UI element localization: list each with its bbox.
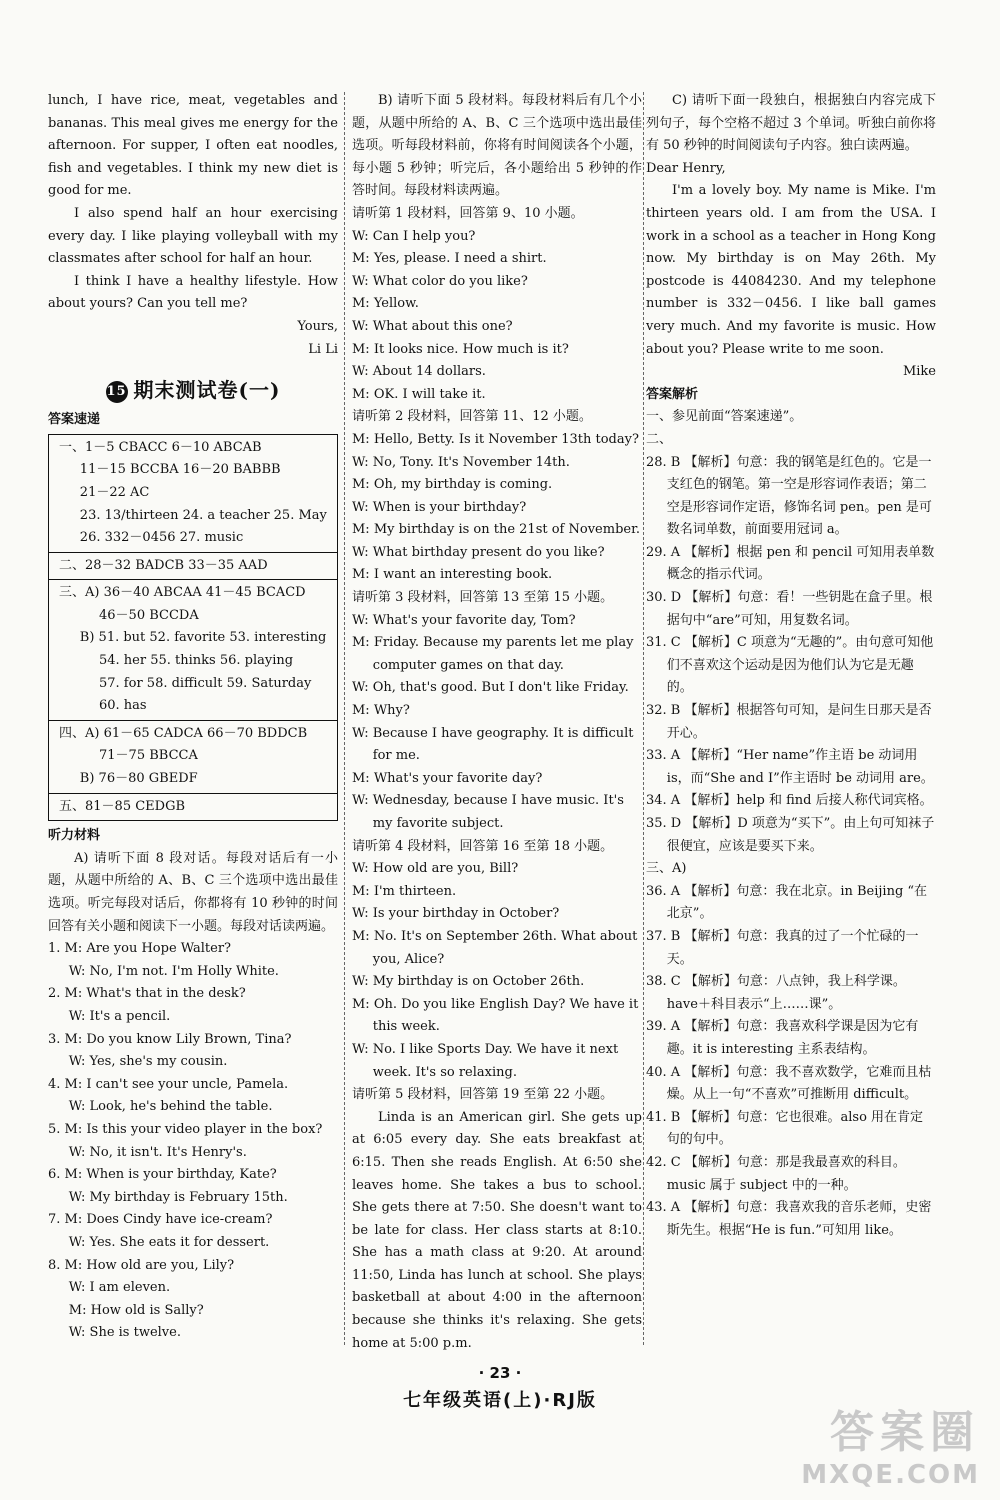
analysis-heading: 答案解析: [646, 386, 699, 402]
essay-paragraph: I also spend half an hour exercising every day. I like playing volleyball with my classmates after school for half an hour.: [48, 205, 338, 267]
analysis-item: 38. C 【解析】句意：八点钟，我上科学课。have＋科目表示“上……课”。: [646, 974, 906, 1012]
dialogue-line: W: My birthday is February 15th.: [68, 1189, 288, 1205]
listening-intro: A) 请听下面 8 段对话。每段对话后有一小题，从题中所给的 A、B、C 三个选项中选出最佳选项。听完每段对话后，你都将有 10 秒钟的时间回答有关小题和阅读下一小题。每段对话读两遍。: [48, 850, 338, 934]
listening-intro-c: C) 请听下面一段独白，根据独白内容完成下列句子，每个空格不超过 3 个单词。听独白前你将有 50 秒钟的时间阅读句子内容。独白读两遍。: [646, 93, 936, 154]
dialogue-line: W: Look, he's behind the table.: [68, 1099, 273, 1115]
watermark-url: MXQE.COM: [801, 1460, 980, 1490]
analysis-item: 41. B 【解析】句意：它也很难。also 用在肯定句的句中。: [646, 1109, 924, 1148]
dialogue-line: W: I am eleven.: [68, 1280, 171, 1296]
unit-number-badge: 15: [106, 381, 128, 403]
column-middle: [352, 90, 642, 1355]
answer-line: 21－22 AC: [79, 484, 150, 500]
answer-line: 60. has: [99, 698, 147, 714]
dialogue-line: M: Yellow.: [352, 296, 419, 312]
answer-line: B) 76－80 GBEDF: [79, 771, 198, 787]
dialogue-line: M: I want an interesting book.: [352, 567, 553, 583]
analysis-item: 28. B 【解析】句意：我的钢笔是红色的。它是一支红色的钢笔。第一空是形容词作表语；第二空是形容词作定语，修饰名词 pen。pen 是可数名词单数，前面要用冠词 a。: [646, 454, 932, 538]
dialogue-line: 3. M: Do you know Lily Brown, Tina?: [48, 1031, 292, 1047]
answer-line: 四、A) 61－65 CADCA 66－70 BDDCB: [59, 725, 308, 741]
dialogue-line: W: Is your birthday in October?: [352, 906, 560, 922]
dialogue-line: W: She is twelve.: [68, 1325, 181, 1341]
dialogue-line: M: Why?: [352, 703, 410, 719]
dialogue-line: 4. M: I can't see your uncle, Pamela.: [48, 1076, 289, 1092]
analysis-item: 32. B 【解析】根据答句可知，是问生日那天是否开心。: [646, 703, 932, 741]
analysis-item: 三、A): [646, 861, 687, 877]
dialogue-line: 5. M: Is this your video player in the box?: [48, 1121, 323, 1137]
dialogue-line: W: No, it isn't. It's Henry's.: [68, 1144, 247, 1160]
dialogue-line: W: It's a pencil.: [68, 1008, 171, 1024]
watermark-logo: [801, 1396, 980, 1490]
dialogue-line: W: My birthday is on October 26th.: [352, 974, 585, 990]
dialogue-line: M: Hello, Betty. Is it November 13th today?: [352, 431, 639, 447]
column-divider: [643, 92, 644, 1345]
dialogue-line: W: What about this one?: [352, 318, 513, 334]
answer-line: 26. 332－0456 27. music: [79, 530, 244, 546]
answer-line: 54. her 55. thinks 56. playing: [99, 653, 294, 669]
answer-line: B) 51. but 52. favorite 53. interesting: [79, 630, 327, 646]
dialogue-line: M: Oh, my birthday is coming.: [352, 477, 553, 493]
dialogue-line: W: No, I'm not. I'm Holly White.: [68, 963, 279, 979]
dialogue-list: [352, 203, 642, 1107]
dialogue-line: W: What color do you like?: [352, 273, 528, 289]
dialogue-line: W: Yes, she's my cousin.: [68, 1054, 228, 1070]
watermark-text: 答案圈: [830, 1407, 980, 1458]
essay-paragraph: lunch, I have rice, meat, vegetables and bananas. This meal gives me energy for the afternoon. For supper, I often eat noodles, fish and vegetables. I think my new diet is good for me.: [48, 93, 338, 199]
dialogue-line: M: Yes, please. I need a shirt.: [352, 251, 547, 267]
answer-section-4: [49, 721, 337, 794]
dialogue-line: W: No. I like Sports Day. We have it next week. It's so relaxing.: [352, 1041, 619, 1080]
letter-closing: Yours,: [297, 318, 338, 334]
dialogue-line: 1. M: Are you Hope Walter?: [48, 941, 232, 957]
analysis-item: 42. C 【解析】句意：那是我最喜欢的科目。music 属于 subject 中的一种。: [646, 1154, 906, 1193]
answer-section-5: [49, 794, 337, 821]
dialogue-list: [48, 938, 338, 1345]
dialogue-line: M: I'm thirteen.: [352, 883, 457, 899]
answer-section-3: [49, 580, 337, 721]
dialogue-line: W: When is your birthday?: [352, 499, 527, 515]
column-left: [48, 90, 338, 1345]
listening-intro-b: B) 请听下面 5 段材料。每段材料后有几个小题，从题中所给的 A、B、C 三个选项中选出最佳选项。听每段材料前，你将有时间阅读各个小题，每小题 5 秒钟；听完后，各小题给出 5 秒钟的作答时间。每段材料读两遍。: [352, 93, 642, 199]
answer-line: 三、A) 36－40 ABCAA 41－45 BCACD: [59, 585, 306, 601]
answer-section-2: [49, 553, 337, 581]
answer-line: 46－50 BCCDA: [99, 607, 199, 623]
analysis-item: 33. A 【解析】“Her name”作主语 be 动词用 is，而“She and I”作主语时 be 动词用 are。: [646, 748, 934, 786]
analysis-item: 37. B 【解析】句意：我真的过了一个忙碌的一天。: [646, 928, 919, 967]
answer-line: 71－75 BBCCA: [99, 748, 198, 764]
analysis-item: 40. A 【解析】句意：我不喜欢数学，它难而且枯燥。从上一句“不喜欢”可推断用 difficult。: [646, 1064, 932, 1103]
dialogue-line: W: What's your favorite day, Tom?: [352, 612, 576, 628]
material-instruction: 请听第 4 段材料，回答第 16 至第 18 小题。: [352, 838, 614, 854]
material-instruction: 请听第 3 段材料，回答第 13 至第 15 小题。: [352, 590, 614, 606]
dialogue-line: W: How old are you, Bill?: [352, 861, 519, 877]
dialogue-line: W: About 14 dollars.: [352, 364, 486, 380]
dialogue-line: M: Friday. Because my parents let me play computer games on that day.: [352, 635, 634, 673]
analysis-list: [646, 452, 936, 1243]
dialogue-line: M: My birthday is on the 21st of November.: [352, 522, 641, 538]
listening-story: Linda is an American girl. She gets up at 6:05 every day. She eats breakfast at 6:15. Then she reads English. At 6:50 she leaves home. She takes a bus to school. She gets there at 7:50. She doesn't want to be late for class. Her class starts at 8:10. She has a math class at 9:20. At around 11:50, Linda has lunch at school. She plays basketball at about 4:00 in the afternoon because she thinks it's relaxing. She gets home at 5:00 p.m.: [352, 1109, 642, 1351]
analysis-item: 30. D 【解析】句意：看！一些钥匙在盒子里。根据句中“are”可知，用复数名词。: [646, 590, 933, 628]
analysis-pre: 二、: [646, 431, 673, 447]
analysis-item: 34. A 【解析】help 和 find 后接人称代词宾格。: [646, 793, 933, 809]
analysis-item: 35. D 【解析】D 项意为“买下”。由上句可知袜子很便宜，应该是要买下来。: [646, 816, 935, 854]
material-instruction: 请听第 1 段材料，回答第 9、10 小题。: [352, 205, 584, 221]
book-title: 七年级英语(上)·RJ版: [403, 1390, 597, 1411]
answer-section-1: [49, 435, 337, 553]
dialogue-line: W: Yes. She eats it for dessert.: [68, 1234, 270, 1250]
analysis-item: 31. C 【解析】C 项意为“无趣的”。由句意可知他们不喜欢这个运动是因为他们认为它是无趣的。: [646, 635, 934, 696]
dialogue-line: 8. M: How old are you, Lily?: [48, 1257, 235, 1273]
page-number: · 23 ·: [478, 1364, 522, 1382]
dialogue-line: M: It looks nice. How much is it?: [352, 341, 569, 357]
dialogue-line: W: What birthday present do you like?: [352, 544, 605, 560]
material-instruction: 请听第 5 段材料，回答第 19 至第 22 小题。: [352, 1087, 614, 1103]
dialogue-line: M: What's your favorite day?: [352, 770, 543, 786]
dialogue-line: M: OK. I will take it.: [352, 386, 486, 402]
dialogue-line: W: Can I help you?: [352, 228, 476, 244]
dialogue-line: M: No. It's on September 26th. What about you, Alice?: [352, 928, 638, 967]
answer-key-box: [48, 434, 338, 822]
dialogue-line: M: How old is Sally?: [68, 1302, 204, 1318]
unit-title: [48, 379, 338, 403]
dialogue-line: W: Because I have geography. It is difficult for me.: [352, 725, 634, 764]
letter-signature: Mike: [902, 364, 936, 380]
unit-title-text: 期末测试卷(一): [133, 378, 281, 403]
letter-body: I'm a lovely boy. My name is Mike. I'm thirteen years old. I am from the USA. I work in a school as a teacher in Hong Kong now. My birthday is on May 26th. My postcode is 44084230. And my telephone number is 332－0456. I like ball games very much. And my favorite is music. How about you? Please write to me soon.: [646, 183, 936, 357]
analysis-pre: 一、参见前面“答案速递”。: [646, 409, 803, 425]
answer-line: 57. for 58. difficult 59. Saturday: [99, 675, 312, 691]
essay-paragraph: I think I have a healthy lifestyle. How about yours? Can you tell me?: [48, 273, 338, 312]
dialogue-line: 6. M: When is your birthday, Kate?: [48, 1167, 277, 1183]
analysis-item: 29. A 【解析】根据 pen 和 pencil 可知用表单数概念的指示代词。: [646, 544, 935, 583]
answer-line: 11－15 BCCBA 16－20 BABBB: [79, 462, 281, 478]
dialogue-line: 7. M: Does Cindy have ice-cream?: [48, 1212, 273, 1228]
analysis-item: 39. A 【解析】句意：我喜欢科学课是因为它有趣。it is interesting 主系表结构。: [646, 1019, 919, 1057]
dialogue-line: M: Oh. Do you like English Day? We have it this week.: [352, 996, 639, 1035]
answers-heading: 答案速递: [48, 412, 101, 428]
column-divider: [344, 92, 345, 1345]
listening-heading: 听力材料: [48, 828, 101, 844]
material-instruction: 请听第 2 段材料，回答第 11、12 小题。: [352, 409, 592, 425]
analysis-item: 43. A 【解析】句意：我喜欢我的音乐老师，史密斯先生。根据“He is fun.”可知用 like。: [646, 1200, 932, 1238]
analysis-item: 36. A 【解析】句意：我在北京。in Beijing “在北京”。: [646, 883, 928, 922]
answer-line: 23. 13/thirteen 24. a teacher 25. May: [79, 507, 327, 523]
answer-line: 二、28－32 BADCB 33－35 AAD: [59, 557, 268, 573]
dialogue-line: W: Oh, that's good. But I don't like Friday.: [352, 680, 629, 696]
column-right: [646, 90, 936, 1242]
answer-line: 五、81－85 CEDGB: [59, 798, 186, 814]
dialogue-line: W: Wednesday, because I have music. It's my favorite subject.: [352, 793, 624, 831]
dialogue-line: W: No, Tony. It's November 14th.: [352, 454, 570, 470]
letter-greeting: Dear Henry,: [646, 160, 726, 176]
dialogue-line: 2. M: What's that in the desk?: [48, 986, 246, 1002]
letter-signature: Li Li: [308, 341, 338, 357]
answer-line: 一、1－5 CBACC 6－10 ABCAB: [59, 439, 262, 455]
